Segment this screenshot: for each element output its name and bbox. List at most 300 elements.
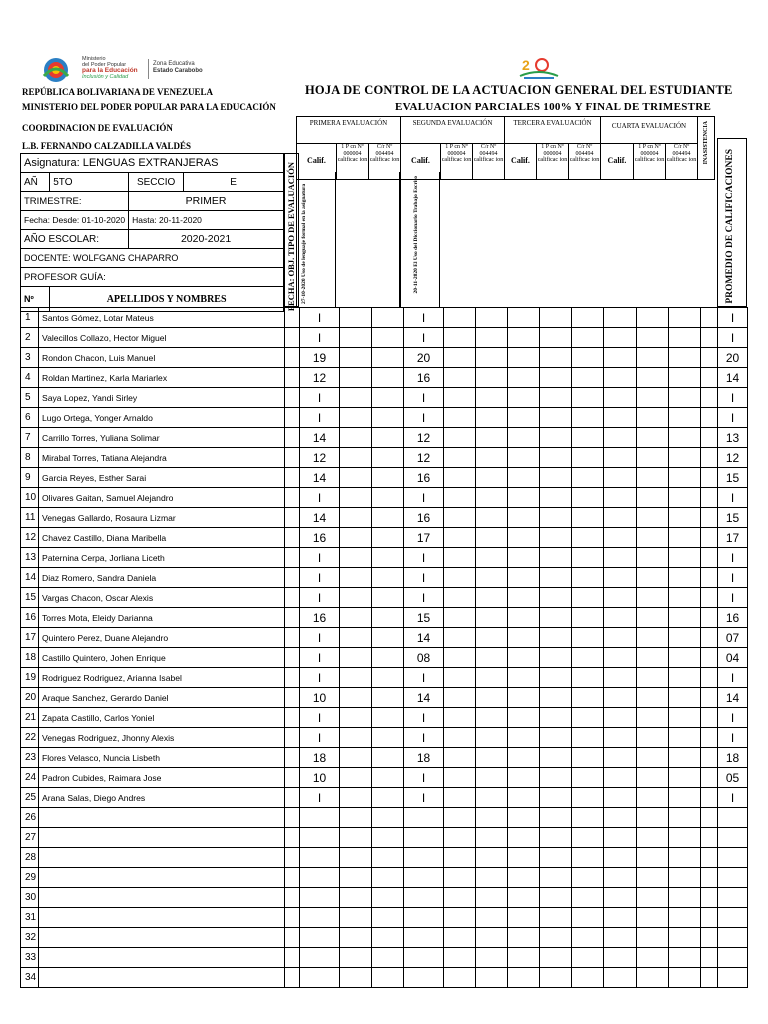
cell — [340, 528, 372, 548]
ano-escolar-value: 2020-2021 — [129, 230, 284, 249]
cell — [637, 628, 669, 648]
eval1-grade: I — [300, 408, 340, 428]
cell — [372, 428, 404, 448]
cell — [669, 548, 701, 568]
eval3-grade — [508, 948, 540, 968]
cell — [669, 668, 701, 688]
promedio-grade — [718, 928, 748, 948]
row-number: 14 — [21, 568, 39, 588]
svg-text:2: 2 — [522, 57, 530, 73]
eval1-grade: I — [300, 308, 340, 328]
student-name: Torres Mota, Eleidy Darianna — [39, 608, 285, 628]
fecha-cell — [285, 908, 300, 928]
eval2-grade: 20 — [404, 348, 444, 368]
eval4-grade — [604, 808, 637, 828]
cell — [444, 928, 476, 948]
cell — [476, 828, 508, 848]
student-name — [39, 808, 285, 828]
cell — [372, 328, 404, 348]
student-name — [39, 868, 285, 888]
cell — [637, 768, 669, 788]
cell — [476, 488, 508, 508]
cell — [476, 448, 508, 468]
eval3-grade — [508, 408, 540, 428]
promedio-grade: 18 — [718, 748, 748, 768]
cell — [669, 968, 701, 988]
cell — [637, 488, 669, 508]
student-name: Carrillo Torres, Yuliana Solimar — [39, 428, 285, 448]
eval2-grade — [404, 908, 444, 928]
cell — [476, 948, 508, 968]
fecha-cell — [285, 368, 300, 388]
student-name: Padron Cubides, Raimara Jose — [39, 768, 285, 788]
promedio-grade: 14 — [718, 688, 748, 708]
eval4-grade — [604, 588, 637, 608]
cell — [340, 768, 372, 788]
cell — [669, 448, 701, 468]
cell — [372, 468, 404, 488]
inasistencia-cell — [701, 588, 718, 608]
student-name: Diaz Romero, Sandra Daniela — [39, 568, 285, 588]
eval4-grade — [604, 328, 637, 348]
eval1-grade: 19 — [300, 348, 340, 368]
fecha-cell — [285, 648, 300, 668]
cell — [572, 528, 604, 548]
cell — [637, 588, 669, 608]
table-row — [21, 708, 748, 728]
cell — [572, 428, 604, 448]
promedio-grade: I — [718, 788, 748, 808]
promedio-grade: I — [718, 308, 748, 328]
eval2-grade: 14 — [404, 688, 444, 708]
cell — [444, 768, 476, 788]
inasistencia-cell — [701, 608, 718, 628]
cell — [372, 628, 404, 648]
fecha-cell — [285, 448, 300, 468]
cell — [444, 608, 476, 628]
cell — [669, 908, 701, 928]
student-name: Zapata Castillo, Carlos Yoniel — [39, 708, 285, 728]
fecha-cell — [285, 868, 300, 888]
cell — [340, 568, 372, 588]
cell — [540, 368, 572, 388]
ano-value: 5TO — [50, 173, 129, 192]
cell — [444, 508, 476, 528]
table-row — [21, 588, 748, 608]
row-number: 13 — [21, 548, 39, 568]
cell — [637, 468, 669, 488]
student-name: Valecillos Collazo, Hector Miguel — [39, 328, 285, 348]
eval2-grade: I — [404, 788, 444, 808]
cell — [540, 848, 572, 868]
cell — [540, 548, 572, 568]
row-number: 12 — [21, 528, 39, 548]
inasistencia-cell — [701, 708, 718, 728]
eval2-grade: I — [404, 588, 444, 608]
cell — [637, 908, 669, 928]
cell — [669, 708, 701, 728]
cell — [540, 668, 572, 688]
cell — [572, 748, 604, 768]
row-number: 5 — [21, 388, 39, 408]
cell — [372, 768, 404, 788]
cell — [372, 928, 404, 948]
cell — [372, 708, 404, 728]
cell — [340, 408, 372, 428]
promedio-grade — [718, 908, 748, 928]
promedio-grade: I — [718, 548, 748, 568]
cell — [637, 808, 669, 828]
cell — [637, 668, 669, 688]
eval4-grade — [604, 728, 637, 748]
cell — [669, 688, 701, 708]
cell — [476, 668, 508, 688]
table-row — [21, 488, 748, 508]
inasistencia-cell — [701, 968, 718, 988]
cell — [340, 968, 372, 988]
row-number: 1 — [21, 308, 39, 328]
cell — [476, 568, 508, 588]
cell — [540, 528, 572, 548]
cell — [540, 348, 572, 368]
cell — [340, 748, 372, 768]
cell — [572, 768, 604, 788]
cell — [572, 468, 604, 488]
row-number: 16 — [21, 608, 39, 628]
cell — [444, 728, 476, 748]
cell — [669, 588, 701, 608]
evaluation-header — [296, 116, 715, 180]
eval1-grade — [300, 888, 340, 908]
header-coordination: COORDINACION DE EVALUACIÓN — [22, 123, 173, 133]
fecha-cell — [285, 548, 300, 568]
table-row — [21, 868, 748, 888]
cell — [476, 628, 508, 648]
table-row — [21, 448, 748, 468]
eval4-grade — [604, 868, 637, 888]
eval4-grade — [604, 468, 637, 488]
table-row — [21, 548, 748, 568]
cell — [669, 828, 701, 848]
calif-4: Calif. — [601, 144, 634, 180]
row-number: 28 — [21, 848, 39, 868]
cell — [340, 888, 372, 908]
eval3-grade — [508, 728, 540, 748]
cell — [444, 448, 476, 468]
ministry-emblem-icon — [42, 56, 72, 84]
table-row — [21, 888, 748, 908]
fecha-cell — [285, 308, 300, 328]
cell — [669, 408, 701, 428]
fecha-cell — [285, 948, 300, 968]
row-number: 23 — [21, 748, 39, 768]
eval3-grade — [508, 668, 540, 688]
cell — [444, 588, 476, 608]
cell — [476, 548, 508, 568]
cell — [572, 808, 604, 828]
inasistencia-cell — [701, 528, 718, 548]
eval2-note: 20-11-2020 El Uso del Diccionario Trabajo Escrito — [413, 176, 419, 294]
inasistencia-cell — [701, 848, 718, 868]
promedio-grade: I — [718, 408, 748, 428]
zone-line: Zona Educativa — [153, 61, 195, 67]
table-row — [21, 728, 748, 748]
eval4-grade — [604, 428, 637, 448]
promedio-grade — [718, 948, 748, 968]
eval4-grade — [604, 628, 637, 648]
row-number: 32 — [21, 928, 39, 948]
cell — [540, 888, 572, 908]
cell — [372, 368, 404, 388]
sub1-4: 1 P cn Nº 000004 calificac ion — [634, 144, 666, 180]
cell — [444, 328, 476, 348]
table-row — [21, 628, 748, 648]
cell — [669, 488, 701, 508]
student-name: Rodriguez Rodriguez, Arianna Isabel — [39, 668, 285, 688]
cell — [340, 608, 372, 628]
table-row — [21, 668, 748, 688]
cell — [572, 568, 604, 588]
row-number: 17 — [21, 628, 39, 648]
eval2-grade: 08 — [404, 648, 444, 668]
header-school: L.B. FERNANDO CALZADILLA VALDÉS — [22, 141, 191, 151]
cell — [637, 428, 669, 448]
eval2-grade: 14 — [404, 628, 444, 648]
promedio-grade: 04 — [718, 648, 748, 668]
student-name: Flores Velasco, Nuncia Lisbeth — [39, 748, 285, 768]
eval2-grade — [404, 828, 444, 848]
cell — [372, 968, 404, 988]
cell — [444, 788, 476, 808]
eval3-grade — [508, 688, 540, 708]
cell — [637, 848, 669, 868]
student-name: Chavez Castillo, Diana Maribella — [39, 528, 285, 548]
cell — [444, 348, 476, 368]
table-row — [21, 508, 748, 528]
cell — [540, 588, 572, 608]
cell — [572, 868, 604, 888]
anniversary-emblem-icon — [516, 56, 562, 82]
fecha-cell — [285, 788, 300, 808]
inasistencia-cell — [701, 628, 718, 648]
student-name: Araque Sanchez, Gerardo Daniel — [39, 688, 285, 708]
cell — [572, 388, 604, 408]
cell — [572, 628, 604, 648]
row-number: 29 — [21, 868, 39, 888]
student-name: Lugo Ortega, Yonger Arnaldo — [39, 408, 285, 428]
cell — [444, 888, 476, 908]
cell — [669, 428, 701, 448]
cell — [637, 408, 669, 428]
inasistencia-cell — [701, 828, 718, 848]
table-row — [21, 528, 748, 548]
eval2-grade — [404, 848, 444, 868]
table-row — [21, 308, 748, 328]
eval3-grade — [508, 928, 540, 948]
cell — [669, 648, 701, 668]
cell — [340, 448, 372, 468]
eval4-grade — [604, 928, 637, 948]
cell — [340, 788, 372, 808]
row-number: 25 — [21, 788, 39, 808]
cell — [572, 368, 604, 388]
cell — [372, 608, 404, 628]
cell — [476, 508, 508, 528]
cell — [637, 788, 669, 808]
cell — [372, 748, 404, 768]
fecha-cell — [285, 808, 300, 828]
promedio-grade — [718, 848, 748, 868]
cell — [340, 948, 372, 968]
cell — [340, 328, 372, 348]
promedio-grade: 17 — [718, 528, 748, 548]
fecha-cell — [285, 488, 300, 508]
eval1-note-cell — [296, 172, 336, 307]
eval1-grade: 18 — [300, 748, 340, 768]
cell — [572, 788, 604, 808]
cell — [669, 928, 701, 948]
cell — [540, 708, 572, 728]
row-number: 6 — [21, 408, 39, 428]
fecha-cell — [285, 968, 300, 988]
eval1-grade: I — [300, 788, 340, 808]
cell — [540, 768, 572, 788]
eval1-grade — [300, 828, 340, 848]
eval2-grade: 16 — [404, 508, 444, 528]
eval4-grade — [604, 888, 637, 908]
cell — [572, 948, 604, 968]
inasistencia-cell — [701, 688, 718, 708]
eval2-grade — [404, 808, 444, 828]
inasistencia-cell — [701, 328, 718, 348]
cell — [340, 428, 372, 448]
eval1-grade: I — [300, 568, 340, 588]
cell — [476, 528, 508, 548]
eval3-grade — [508, 508, 540, 528]
cell — [669, 808, 701, 828]
cell — [540, 568, 572, 588]
cell — [540, 908, 572, 928]
eval2-grade: I — [404, 548, 444, 568]
table-row — [21, 568, 748, 588]
cell — [540, 328, 572, 348]
eval2-grade: I — [404, 708, 444, 728]
row-number: 21 — [21, 708, 39, 728]
eval2-grade: I — [404, 728, 444, 748]
row-number: 26 — [21, 808, 39, 828]
inasistencia-cell — [701, 888, 718, 908]
eval4-grade — [604, 448, 637, 468]
inasistencia-cell — [701, 908, 718, 928]
header-republic: REPÚBLICA BOLIVARIANA DE VENEZUELA — [22, 87, 213, 97]
cell — [540, 628, 572, 648]
inasistencia-cell — [701, 788, 718, 808]
cell — [572, 508, 604, 528]
cell — [572, 448, 604, 468]
eval2-grade — [404, 948, 444, 968]
cell — [637, 568, 669, 588]
cell — [540, 928, 572, 948]
cell — [540, 868, 572, 888]
eval4-grade — [604, 748, 637, 768]
cell — [572, 548, 604, 568]
cell — [340, 848, 372, 868]
cell — [637, 608, 669, 628]
cell — [444, 748, 476, 768]
row-number: 27 — [21, 828, 39, 848]
eval2-grade — [404, 868, 444, 888]
row-number: 31 — [21, 908, 39, 928]
cell — [340, 728, 372, 748]
inasistencia-cell — [701, 408, 718, 428]
cell — [444, 708, 476, 728]
eval4-grade — [604, 668, 637, 688]
student-name: Castillo Quintero, Johen Enrique — [39, 648, 285, 668]
cell — [476, 368, 508, 388]
cell — [572, 588, 604, 608]
eval3-grade — [508, 848, 540, 868]
eval3-grade — [508, 348, 540, 368]
promedio-grade: I — [718, 588, 748, 608]
asignatura: Asignatura: LENGUAS EXTRANJERAS — [21, 154, 284, 173]
student-name — [39, 848, 285, 868]
logo-line: Inclusión y Calidad — [82, 74, 129, 80]
eval1-grade: I — [300, 548, 340, 568]
table-row — [21, 468, 748, 488]
fecha-cell — [285, 388, 300, 408]
student-name: Olivares Gaitan, Samuel Alejandro — [39, 488, 285, 508]
table-row — [21, 768, 748, 788]
eval1-grade: 10 — [300, 768, 340, 788]
row-number: 15 — [21, 588, 39, 608]
cell — [444, 428, 476, 448]
cell — [476, 788, 508, 808]
cell — [572, 668, 604, 688]
eval1-grade: I — [300, 648, 340, 668]
cell — [340, 828, 372, 848]
cell — [476, 768, 508, 788]
info-table — [20, 153, 284, 312]
cell — [372, 848, 404, 868]
cell — [444, 308, 476, 328]
cell — [540, 388, 572, 408]
cell — [340, 908, 372, 928]
row-number: 3 — [21, 348, 39, 368]
inasistencia-cell — [701, 388, 718, 408]
promedio-grade: I — [718, 568, 748, 588]
fecha-cell — [285, 728, 300, 748]
cell — [340, 808, 372, 828]
cell — [476, 888, 508, 908]
cell — [637, 868, 669, 888]
promedio-grade: 13 — [718, 428, 748, 448]
cell — [540, 728, 572, 748]
eval3-grade — [508, 528, 540, 548]
cell — [637, 308, 669, 328]
row-number: 9 — [21, 468, 39, 488]
eval4-grade — [604, 608, 637, 628]
inasistencia-cell — [701, 308, 718, 328]
eval1-grade: I — [300, 388, 340, 408]
cell — [572, 888, 604, 908]
eval2-grade — [404, 888, 444, 908]
student-name: Roldan Martinez, Karla Mariarlex — [39, 368, 285, 388]
cell — [372, 548, 404, 568]
row-number: 22 — [21, 728, 39, 748]
cell — [637, 888, 669, 908]
cell — [476, 688, 508, 708]
cell — [444, 668, 476, 688]
